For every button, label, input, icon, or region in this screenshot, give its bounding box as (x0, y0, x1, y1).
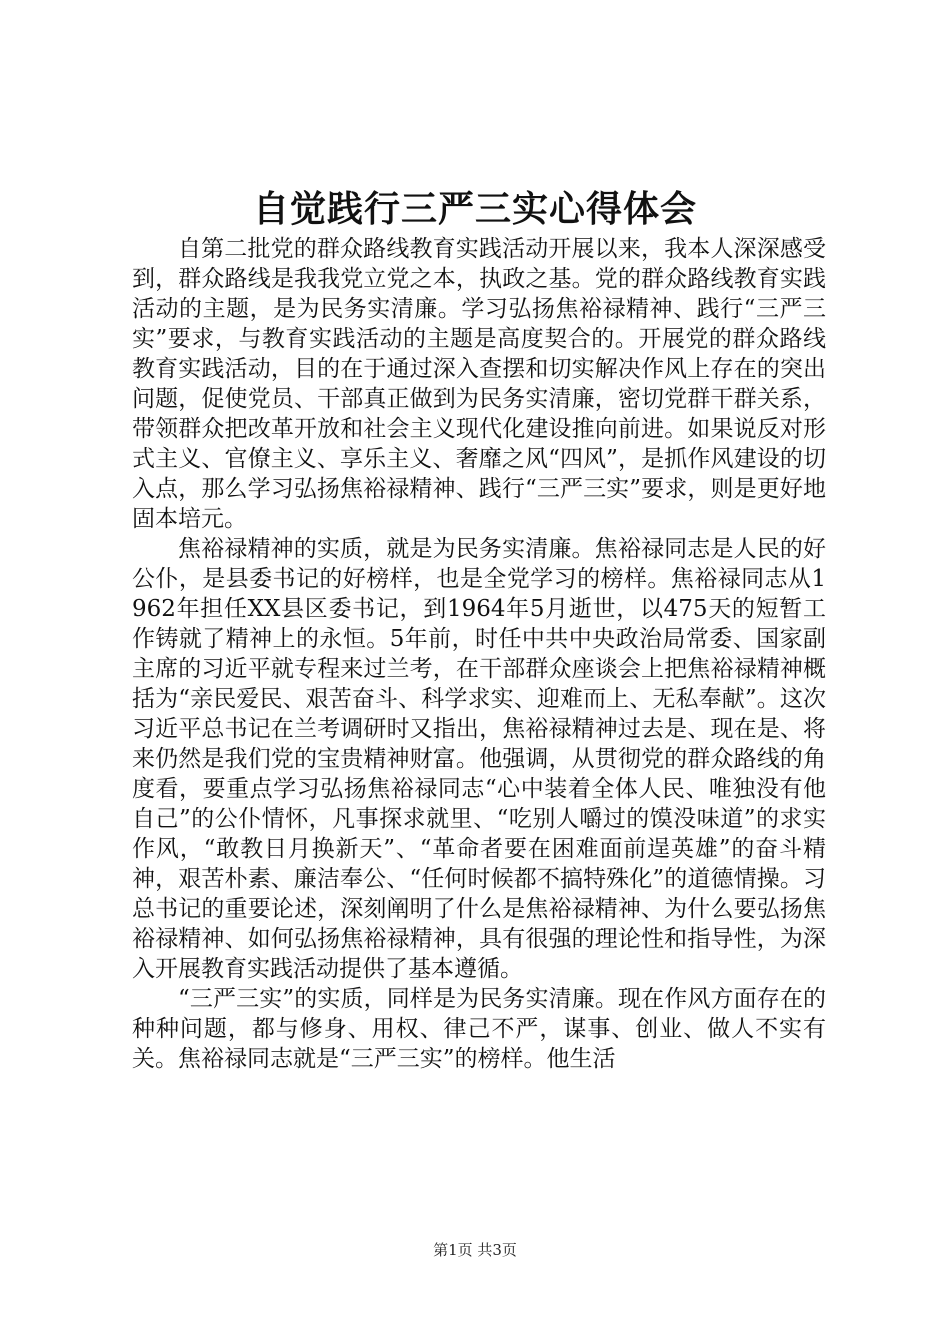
document-body (132, 234, 826, 1074)
document-title: 自觉践行三严三实心得体会 (252, 189, 697, 230)
page-footer: 第1页 共3页 (433, 1241, 517, 1259)
paragraph-1: 自第二批党的群众路线教育实践活动开展以来，我本人深深感受到，群众路线是我我党立党之本，执政之基。党的群众路线教育实践活动的主题，是为民务实清廉。学习弘扬焦裕禄精神、践行“三严三实”要求，与教育实践活动的主题是高度契合的。开展党的群众路线教育实践活动，目的在于通过深入查摆和切实解决作风上存在的突出问题，促使党员、干部真正做到为民务实清廉，密切党群干群关系，带领群众把改革开放和社会主义现代化建设推向前进。如果说反对形式主义、官僚主义、享乐主义、奢靡之风“四风”，是抓作风建设的切入点，那么学习弘扬焦裕禄精神、践行“三严三实”要求，则是更好地固本培元。 (132, 236, 826, 532)
paragraph-3: “三严三实”的实质，同样是为民务实清廉。现在作风方面存在的种种问题，都与修身、用权、律己不严，谋事、创业、做人不实有关。焦裕禄同志就是“三严三实”的榜样。他生活 (132, 986, 826, 1072)
paragraph-2: 焦裕禄精神的实质，就是为民务实清廉。焦裕禄同志是人民的好公仆，是县委书记的好榜样，也是全党学习的榜样。焦裕禄同志从1962年担任XX县区委书记，到1964年5月逝世，以475天的短暂工作铸就了精神上的永恒。5年前，时任中共中央政治局常委、国家副主席的习近平就专程来过兰考，在干部群众座谈会上把焦裕禄精神概括为“亲民爱民、艰苦奋斗、科学求实、迎难而上、无私奉献”。这次习近平总书记在兰考调研时又指出，焦裕禄精神过去是、现在是、将来仍然是我们党的宝贵精神财富。他强调，从贯彻党的群众路线的角度看，要重点学习弘扬焦裕禄同志“心中装着全体人民、唯独没有他自己”的公仆情怀，凡事探求就里、“吃别人嚼过的馍没味道”的求实作风，“敢教日月换新天”、“革命者要在困难面前逞英雄”的奋斗精神，艰苦朴素、廉洁奉公、“任何时候都不搞特殊化”的道德情操。习总书记的重要论述，深刻阐明了什么是焦裕禄精神、为什么要弘扬焦裕禄精神、如何弘扬焦裕禄精神，具有很强的理论性和指导性，为深入开展教育实践活动提供了基本遵循。 (132, 536, 826, 982)
